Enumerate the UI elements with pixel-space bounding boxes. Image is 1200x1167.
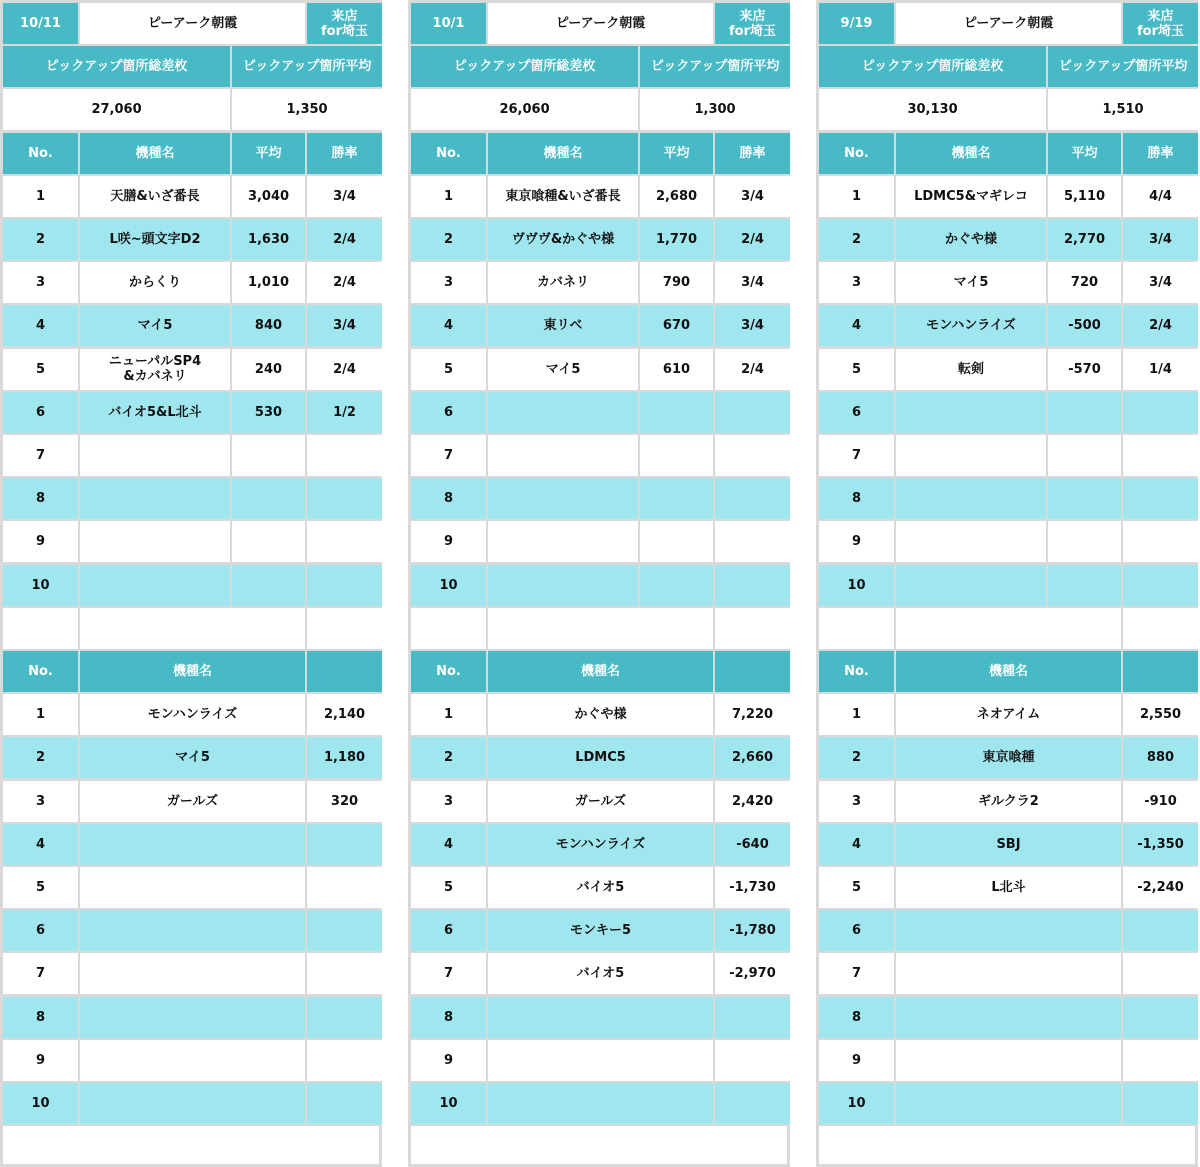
difference-value: 2,550 <box>1123 694 1198 735</box>
summary-header-average: ピックアップ箇所平均 <box>1048 46 1198 87</box>
machine-name: マイ5 <box>80 305 230 346</box>
difference-value <box>1123 1083 1198 1124</box>
row-number: 8 <box>3 478 78 519</box>
machine-name: かぐや様 <box>488 694 713 735</box>
machine-name: バイオ5 <box>488 953 713 994</box>
machine-name <box>896 1083 1121 1124</box>
win-rate: 1/2 <box>307 392 382 433</box>
win-rate <box>1123 521 1198 562</box>
machine-name: L咲~頭文字D2 <box>80 219 230 260</box>
machine-name <box>488 478 638 519</box>
machine-name <box>80 521 230 562</box>
row-number: 4 <box>3 305 78 346</box>
machine-name: ニューパルSP4 &カバネリ <box>80 349 230 390</box>
date-label: 9/19 <box>819 3 894 44</box>
column-header-machine: 機種名 <box>488 133 638 174</box>
average-value <box>232 521 305 562</box>
win-rate <box>307 435 382 476</box>
column-header-machine: 機種名 <box>80 133 230 174</box>
win-rate: 2/4 <box>307 349 382 390</box>
row-number: 4 <box>819 824 894 865</box>
row-number: 2 <box>3 219 78 260</box>
average-value <box>232 565 305 606</box>
difference-value <box>307 867 382 908</box>
machine-name <box>80 824 305 865</box>
row-number: 7 <box>411 953 486 994</box>
row-number: 2 <box>411 219 486 260</box>
difference-value <box>715 997 790 1038</box>
column-header-no: No. <box>819 651 894 692</box>
win-rate: 1/4 <box>1123 349 1198 390</box>
machine-name: モンハンライズ <box>896 305 1046 346</box>
row-number: 6 <box>411 910 486 951</box>
footer-blank <box>3 1126 379 1164</box>
row-number: 2 <box>411 737 486 778</box>
difference-value: -1,780 <box>715 910 790 951</box>
machine-name <box>896 521 1046 562</box>
average-value: -500 <box>1048 305 1121 346</box>
average-value: 1,770 <box>640 219 713 260</box>
win-rate <box>307 521 382 562</box>
machine-name: かぐや様 <box>896 219 1046 260</box>
average-value <box>232 435 305 476</box>
spacer-cell <box>715 608 790 649</box>
column-header-no: No. <box>819 133 894 174</box>
difference-value <box>1123 1040 1198 1081</box>
row-number: 8 <box>819 478 894 519</box>
average-value: 5,110 <box>1048 176 1121 217</box>
row-number: 4 <box>3 824 78 865</box>
column-header-value <box>1123 651 1198 692</box>
machine-name <box>896 997 1121 1038</box>
row-number: 5 <box>3 867 78 908</box>
difference-value: -1,730 <box>715 867 790 908</box>
average-value: 670 <box>640 305 713 346</box>
average-value <box>1048 521 1121 562</box>
difference-value <box>307 1083 382 1124</box>
average-value: 3,040 <box>232 176 305 217</box>
row-number: 8 <box>819 997 894 1038</box>
difference-value: 1,180 <box>307 737 382 778</box>
machine-name: LDMC5 <box>488 737 713 778</box>
machine-name <box>488 392 638 433</box>
average-value <box>1048 392 1121 433</box>
machine-name <box>80 910 305 951</box>
spacer-cell <box>80 608 305 649</box>
average-value <box>1048 565 1121 606</box>
average-value <box>640 435 713 476</box>
machine-name <box>488 565 638 606</box>
row-number: 10 <box>411 1083 486 1124</box>
row-number: 3 <box>411 781 486 822</box>
machine-name <box>488 1040 713 1081</box>
difference-value <box>715 1040 790 1081</box>
win-rate <box>307 565 382 606</box>
win-rate <box>1123 565 1198 606</box>
win-rate <box>715 521 790 562</box>
difference-value: 320 <box>307 781 382 822</box>
column-header-win-rate: 勝率 <box>1123 133 1198 174</box>
machine-name <box>80 478 230 519</box>
row-number: 2 <box>3 737 78 778</box>
date-label: 10/11 <box>3 3 78 44</box>
win-rate <box>715 478 790 519</box>
average-value: 610 <box>640 349 713 390</box>
machine-name: L北斗 <box>896 867 1121 908</box>
machine-name: カバネリ <box>488 262 638 303</box>
row-number: 9 <box>411 521 486 562</box>
difference-value <box>715 1083 790 1124</box>
summary-total-value: 27,060 <box>3 89 230 130</box>
machine-name <box>488 435 638 476</box>
summary-header-average: ピックアップ箇所平均 <box>232 46 382 87</box>
difference-value <box>307 824 382 865</box>
machine-name: ガールズ <box>488 781 713 822</box>
row-number: 10 <box>411 565 486 606</box>
row-number: 3 <box>3 262 78 303</box>
column-header-value <box>715 651 790 692</box>
row-number: 10 <box>819 565 894 606</box>
column-header-average: 平均 <box>640 133 713 174</box>
machine-name: バイオ5 <box>488 867 713 908</box>
machine-name <box>488 521 638 562</box>
win-rate: 3/4 <box>1123 219 1198 260</box>
summary-header-average: ピックアップ箇所平均 <box>640 46 790 87</box>
machine-name: モンハンライズ <box>80 694 305 735</box>
row-number: 6 <box>819 910 894 951</box>
store-name: ピーアーク朝霞 <box>488 3 713 44</box>
row-number: 8 <box>3 997 78 1038</box>
row-number: 9 <box>3 1040 78 1081</box>
column-header-win-rate: 勝率 <box>307 133 382 174</box>
difference-value: 2,140 <box>307 694 382 735</box>
machine-name: 東京喰種 <box>896 737 1121 778</box>
spacer-cell <box>3 608 78 649</box>
row-number: 3 <box>819 781 894 822</box>
difference-value: -910 <box>1123 781 1198 822</box>
win-rate <box>1123 478 1198 519</box>
column-header-no: No. <box>3 651 78 692</box>
machine-name: SBJ <box>896 824 1121 865</box>
machine-name <box>896 392 1046 433</box>
machine-name: ギルクラ2 <box>896 781 1121 822</box>
win-rate: 2/4 <box>715 219 790 260</box>
date-label: 10/1 <box>411 3 486 44</box>
spacer-cell <box>1123 608 1198 649</box>
average-value: 240 <box>232 349 305 390</box>
average-value <box>640 478 713 519</box>
row-number: 9 <box>3 521 78 562</box>
machine-name: マイ5 <box>896 262 1046 303</box>
machine-name <box>896 435 1046 476</box>
machine-name <box>896 910 1121 951</box>
machine-name: からくり <box>80 262 230 303</box>
column-header-average: 平均 <box>1048 133 1121 174</box>
row-number: 5 <box>819 349 894 390</box>
store-name: ピーアーク朝霞 <box>80 3 305 44</box>
machine-name <box>896 565 1046 606</box>
row-number: 7 <box>3 953 78 994</box>
machine-name <box>488 1083 713 1124</box>
win-rate <box>307 478 382 519</box>
machine-name: ガールズ <box>80 781 305 822</box>
row-number: 9 <box>819 1040 894 1081</box>
row-number: 1 <box>411 176 486 217</box>
footer-blank <box>819 1126 1195 1164</box>
win-rate: 2/4 <box>715 349 790 390</box>
difference-value: 880 <box>1123 737 1198 778</box>
column-header-no: No. <box>411 651 486 692</box>
machine-name <box>80 565 230 606</box>
row-number: 9 <box>411 1040 486 1081</box>
spacer-cell <box>411 608 486 649</box>
difference-value: -2,970 <box>715 953 790 994</box>
machine-name <box>80 997 305 1038</box>
machine-name: マイ5 <box>488 349 638 390</box>
row-number: 1 <box>3 176 78 217</box>
difference-value <box>307 997 382 1038</box>
row-number: 6 <box>3 392 78 433</box>
column-header-average: 平均 <box>232 133 305 174</box>
store-panel <box>0 0 382 1167</box>
average-value <box>1048 478 1121 519</box>
average-value: 530 <box>232 392 305 433</box>
average-value: 1,630 <box>232 219 305 260</box>
column-header-no: No. <box>411 133 486 174</box>
row-number: 2 <box>819 737 894 778</box>
difference-value: 2,660 <box>715 737 790 778</box>
win-rate: 3/4 <box>307 176 382 217</box>
machine-name <box>80 435 230 476</box>
difference-value: -640 <box>715 824 790 865</box>
row-number: 7 <box>819 435 894 476</box>
average-value <box>640 392 713 433</box>
row-number: 5 <box>411 349 486 390</box>
row-number: 10 <box>3 565 78 606</box>
win-rate: 2/4 <box>307 262 382 303</box>
row-number: 3 <box>3 781 78 822</box>
machine-name: マイ5 <box>80 737 305 778</box>
row-number: 7 <box>3 435 78 476</box>
column-header-no: No. <box>3 133 78 174</box>
row-number: 7 <box>819 953 894 994</box>
average-value: 1,010 <box>232 262 305 303</box>
win-rate: 2/4 <box>1123 305 1198 346</box>
average-value: 2,770 <box>1048 219 1121 260</box>
row-number: 1 <box>819 694 894 735</box>
machine-name <box>80 953 305 994</box>
row-number: 6 <box>3 910 78 951</box>
machine-name: ネオアイム <box>896 694 1121 735</box>
difference-value <box>1123 910 1198 951</box>
row-number: 10 <box>819 1083 894 1124</box>
visit-tag: 来店 for埼玉 <box>307 3 382 44</box>
difference-value <box>1123 997 1198 1038</box>
row-number: 4 <box>819 305 894 346</box>
row-number: 4 <box>411 824 486 865</box>
footer-blank <box>411 1126 787 1164</box>
difference-value <box>307 1040 382 1081</box>
difference-value: -2,240 <box>1123 867 1198 908</box>
spacer-cell <box>488 608 713 649</box>
win-rate <box>715 392 790 433</box>
row-number: 5 <box>411 867 486 908</box>
win-rate: 3/4 <box>715 176 790 217</box>
row-number: 9 <box>819 521 894 562</box>
machine-name <box>896 953 1121 994</box>
difference-value <box>307 953 382 994</box>
row-number: 3 <box>411 262 486 303</box>
column-header-machine: 機種名 <box>896 651 1121 692</box>
machine-name: 東京喰種&いざ番長 <box>488 176 638 217</box>
difference-value <box>307 910 382 951</box>
average-value <box>640 565 713 606</box>
store-panel <box>816 0 1198 1167</box>
difference-value <box>1123 953 1198 994</box>
machine-name: モンハンライズ <box>488 824 713 865</box>
win-rate: 3/4 <box>715 305 790 346</box>
machine-name <box>896 1040 1121 1081</box>
win-rate: 4/4 <box>1123 176 1198 217</box>
average-value: 720 <box>1048 262 1121 303</box>
spacer-cell <box>896 608 1121 649</box>
win-rate: 3/4 <box>715 262 790 303</box>
row-number: 1 <box>3 694 78 735</box>
row-number: 1 <box>411 694 486 735</box>
machine-name: ヴヴヴ&かぐや様 <box>488 219 638 260</box>
machine-name: LDMC5&マギレコ <box>896 176 1046 217</box>
row-number: 6 <box>819 392 894 433</box>
average-value: 790 <box>640 262 713 303</box>
machine-name: バイオ5&L北斗 <box>80 392 230 433</box>
summary-header-total: ピックアップ箇所総差枚 <box>3 46 230 87</box>
row-number: 3 <box>819 262 894 303</box>
average-value <box>232 478 305 519</box>
average-value: 840 <box>232 305 305 346</box>
summary-header-total: ピックアップ箇所総差枚 <box>411 46 638 87</box>
machine-name <box>80 1040 305 1081</box>
difference-value: 2,420 <box>715 781 790 822</box>
win-rate: 2/4 <box>307 219 382 260</box>
win-rate <box>715 565 790 606</box>
visit-tag: 来店 for埼玉 <box>1123 3 1198 44</box>
row-number: 5 <box>3 349 78 390</box>
row-number: 8 <box>411 478 486 519</box>
store-panel <box>408 0 790 1167</box>
row-number: 5 <box>819 867 894 908</box>
win-rate <box>715 435 790 476</box>
spacer-cell <box>819 608 894 649</box>
store-name: ピーアーク朝霞 <box>896 3 1121 44</box>
win-rate <box>1123 392 1198 433</box>
average-value <box>1048 435 1121 476</box>
win-rate: 3/4 <box>307 305 382 346</box>
summary-total-value: 26,060 <box>411 89 638 130</box>
difference-value: -1,350 <box>1123 824 1198 865</box>
machine-name <box>80 1083 305 1124</box>
row-number: 2 <box>819 219 894 260</box>
machine-name <box>896 478 1046 519</box>
row-number: 4 <box>411 305 486 346</box>
summary-average-value: 1,350 <box>232 89 382 130</box>
machine-name: 天膳&いざ番長 <box>80 176 230 217</box>
summary-header-total: ピックアップ箇所総差枚 <box>819 46 1046 87</box>
average-value: -570 <box>1048 349 1121 390</box>
average-value: 2,680 <box>640 176 713 217</box>
machine-name <box>80 867 305 908</box>
column-header-machine: 機種名 <box>488 651 713 692</box>
row-number: 6 <box>411 392 486 433</box>
summary-total-value: 30,130 <box>819 89 1046 130</box>
average-value <box>640 521 713 562</box>
row-number: 1 <box>819 176 894 217</box>
machine-name: モンキー5 <box>488 910 713 951</box>
column-header-win-rate: 勝率 <box>715 133 790 174</box>
machine-name <box>488 997 713 1038</box>
row-number: 7 <box>411 435 486 476</box>
column-header-value <box>307 651 382 692</box>
row-number: 8 <box>411 997 486 1038</box>
win-rate <box>1123 435 1198 476</box>
machine-name: 東リベ <box>488 305 638 346</box>
win-rate: 3/4 <box>1123 262 1198 303</box>
spacer-cell <box>307 608 382 649</box>
machine-name: 転剣 <box>896 349 1046 390</box>
row-number: 10 <box>3 1083 78 1124</box>
summary-average-value: 1,510 <box>1048 89 1198 130</box>
column-header-machine: 機種名 <box>80 651 305 692</box>
column-header-machine: 機種名 <box>896 133 1046 174</box>
visit-tag: 来店 for埼玉 <box>715 3 790 44</box>
summary-average-value: 1,300 <box>640 89 790 130</box>
difference-value: 7,220 <box>715 694 790 735</box>
